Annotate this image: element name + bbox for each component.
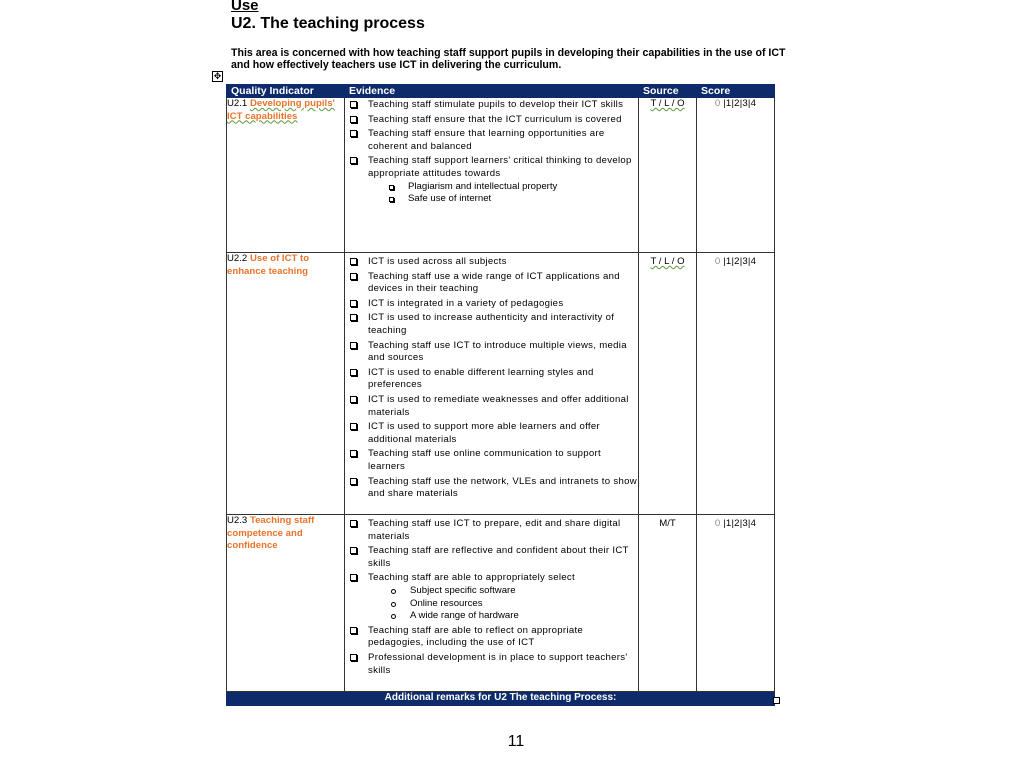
checkbox-icon	[350, 627, 357, 634]
checkbox-icon	[350, 574, 357, 581]
evidence-sub-item	[391, 610, 638, 623]
score-options: |1|2|3|4	[720, 518, 757, 529]
evidence-text: Teaching staff use a wide range of ICT applications and devices in their teaching	[368, 270, 620, 295]
source-value: T / L / O	[650, 256, 685, 267]
quality-indicator-table	[226, 84, 775, 706]
indicator-code: U2.3	[227, 515, 248, 526]
evidence-sub-item	[389, 181, 638, 194]
checkbox-icon	[350, 478, 357, 485]
source-cell	[639, 515, 697, 692]
intro-paragraph: This area is concerned with how teaching staff support pupils in developing their capabilities in the use of ICT and how effectively teachers use ICT in delivering the curriculum.	[231, 47, 786, 71]
small-checkbox-icon	[389, 197, 394, 202]
evidence-item	[349, 155, 638, 180]
table-footer-row	[227, 692, 775, 706]
checkbox-icon	[350, 342, 357, 349]
score-cell	[697, 98, 775, 253]
evidence-text: Teaching staff are able to reflect on appropriate pedagogies, including the use of ICT	[368, 624, 584, 649]
source-cell	[639, 253, 697, 515]
checkbox-icon	[350, 450, 357, 457]
table-resize-handle-icon[interactable]	[773, 697, 780, 704]
sub-item-text: Safe use of internet	[408, 193, 492, 205]
header-evidence: Evidence	[345, 85, 639, 98]
quality-indicator-cell	[227, 515, 345, 692]
indicator-name: Teaching staff competence and confidence	[227, 515, 315, 552]
sub-item-text: Online resources	[410, 597, 483, 609]
evidence-text: ICT is used to support more able learners and offer additional materials	[368, 421, 600, 445]
score-cell	[697, 515, 775, 692]
evidence-item	[349, 625, 638, 650]
header-quality-indicator: Quality Indicator	[227, 85, 345, 98]
evidence-text: ICT is integrated in a variety of pedagogies	[368, 297, 564, 309]
evidence-text: Teaching staff use ICT to prepare, edit and share digital materials	[368, 518, 621, 542]
evidence-item	[349, 312, 638, 337]
evidence-text: ICT is used to enable different learning styles and preferences	[368, 366, 594, 391]
header-source: Source	[639, 85, 697, 98]
evidence-item	[349, 421, 638, 446]
checkbox-icon	[350, 547, 357, 554]
checkbox-icon	[350, 654, 357, 661]
checkbox-icon	[350, 369, 357, 376]
bullet-circle-icon	[391, 614, 396, 619]
score-cell	[697, 253, 775, 515]
evidence-text: ICT is used to remediate weaknesses and offer additional materials	[368, 393, 629, 418]
evidence-text: Teaching staff stimulate pupils to develop their ICT skills	[368, 99, 624, 110]
score-zero: 0	[714, 518, 721, 529]
indicator-code: U2.1	[227, 98, 248, 109]
evidence-item	[349, 99, 638, 112]
checkbox-icon	[350, 101, 357, 108]
evidence-item	[349, 448, 638, 473]
evidence-text: Teaching staff support learners' critical thinking to develop appropriate attitudes towards	[368, 155, 632, 179]
evidence-item	[349, 367, 638, 392]
evidence-item	[349, 545, 638, 570]
source-value: T / L / O	[650, 98, 685, 109]
evidence-item	[349, 652, 638, 677]
quality-indicator-cell	[227, 98, 345, 253]
checkbox-icon	[350, 116, 357, 123]
source-cell	[639, 98, 697, 253]
evidence-cell	[345, 515, 639, 692]
evidence-sub-item	[391, 585, 638, 598]
indicator-name: Developing pupils' ICT capabilities	[227, 98, 335, 122]
evidence-sub-item	[391, 598, 638, 611]
small-checkbox-icon	[389, 185, 394, 190]
table-row	[227, 98, 775, 253]
evidence-text: Teaching staff are able to appropriately select	[368, 572, 575, 584]
evidence-text: Professional development is in place to support teachers' skills	[368, 651, 628, 676]
table-header-row	[227, 85, 775, 98]
evidence-item	[349, 340, 638, 365]
evidence-text: Teaching staff use the network, VLEs and intranets to show and share materials	[368, 475, 637, 500]
table-row	[227, 253, 775, 515]
checkbox-icon	[350, 520, 357, 527]
bullet-circle-icon	[391, 589, 396, 594]
checkbox-icon	[350, 300, 357, 307]
evidence-text: Teaching staff use ICT to introduce multiple views, media and sources	[368, 339, 627, 364]
evidence-text: Teaching staff are reflective and confident about their ICT skills	[368, 545, 629, 569]
evidence-item	[349, 128, 638, 153]
evidence-item	[349, 298, 638, 311]
table-move-handle-icon[interactable]: ✥	[213, 71, 222, 81]
evidence-item	[349, 572, 638, 585]
evidence-text: Teaching staff ensure that the ICT curriculum is covered	[368, 113, 622, 125]
evidence-item	[349, 271, 638, 296]
evidence-item	[349, 394, 638, 419]
evidence-item	[349, 256, 638, 269]
indicator-name: Use of ICT to enhance teaching	[227, 253, 310, 277]
evidence-item	[349, 476, 638, 501]
evidence-item	[349, 114, 638, 127]
table-row	[227, 515, 775, 692]
evidence-text: ICT is used to increase authenticity and interactivity of teaching	[368, 312, 615, 336]
evidence-cell	[345, 98, 639, 253]
source-value: M/T	[659, 518, 676, 529]
checkbox-icon	[350, 273, 357, 280]
sub-item-text: A wide range of hardware	[410, 610, 519, 622]
evidence-text: Teaching staff ensure that learning opportunities are coherent and balanced	[368, 128, 605, 152]
evidence-item	[349, 518, 638, 543]
quality-indicator-cell	[227, 253, 345, 515]
section-title: Use	[231, 0, 259, 14]
document-page	[231, 0, 791, 71]
bullet-circle-icon	[391, 602, 396, 607]
evidence-text: Teaching staff use online communication to support learners	[368, 448, 601, 472]
indicator-code: U2.2	[227, 253, 248, 264]
checkbox-icon	[350, 423, 357, 430]
header-score: Score	[697, 85, 775, 98]
score-zero: 0	[714, 98, 721, 109]
page-number: 11	[507, 733, 525, 750]
score-options: |1|2|3|4	[720, 256, 757, 267]
sub-item-text: Plagiarism and intellectual property	[408, 180, 558, 192]
subsection-title: U2. The teaching process	[231, 15, 425, 32]
additional-remarks-label: Additional remarks for U2 The teaching Process:	[227, 692, 775, 706]
checkbox-icon	[350, 396, 357, 403]
score-zero: 0	[714, 256, 721, 267]
evidence-sub-item	[389, 193, 638, 206]
evidence-text: ICT is used across all subjects	[368, 256, 507, 267]
sub-item-text: Subject specific software	[410, 584, 516, 596]
score-options: |1|2|3|4	[720, 98, 757, 109]
checkbox-icon	[350, 314, 357, 321]
evidence-cell	[345, 253, 639, 515]
checkbox-icon	[350, 258, 357, 265]
checkbox-icon	[350, 130, 357, 137]
checkbox-icon	[350, 157, 357, 164]
